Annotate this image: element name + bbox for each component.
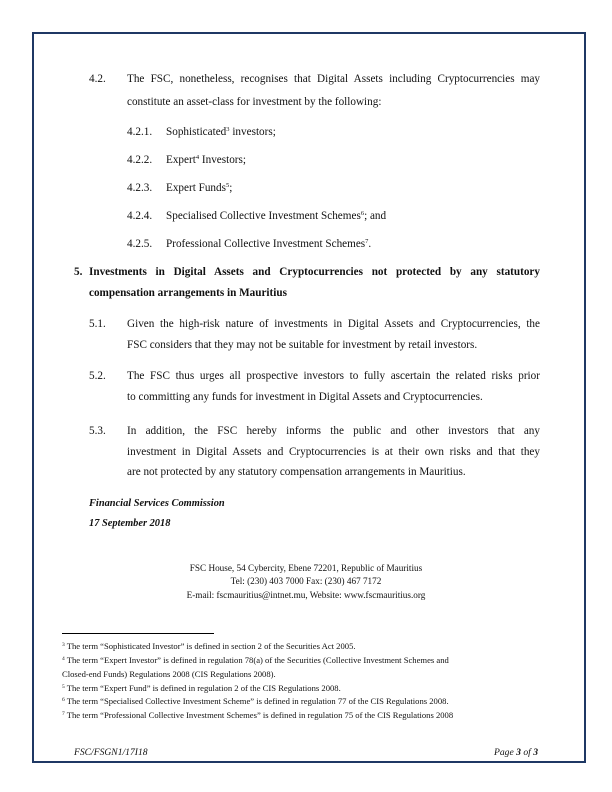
footnote-4-continued: Closed-end Funds) Regulations 2008 (CIS Regulations 2008). [62,669,276,679]
item-4-2-2-text: Expert$^4$ Investors; [166,154,246,166]
item-4-2-4-number: 4.2.4. [127,210,153,222]
section-5-number: 5. [74,266,83,278]
footnote-ref: 6 [360,210,365,217]
item-4-2-4-text: Specialised Collective Investment Schemes$^6$; and [166,210,387,222]
para-4-2-line-1: The FSC, nonetheless, recognises that Digital Assets including Cryptocurrencies may [127,73,540,85]
para-5-3-number: 5.3. [89,425,106,437]
section-5-heading-line-2: compensation arrangements in Mauritius [89,287,287,299]
item-4-2-5-text: Professional Collective Investment Schemes$^7$. [166,238,372,250]
section-5-heading-line-1: Investments in Digital Assets and Cryptocurrencies not protected by any statutory [89,266,540,278]
para-5-2-line-2: to committing any funds for investment in Digital Assets and Cryptocurrencies. [127,391,483,403]
para-4-2-line-2: constitute an asset-class for investment by the following: [127,96,382,108]
footer-page-number: Page 3 of 3 [494,747,538,758]
para-5-1-line-2: FSC considers that they may not be suitable for investment by retail investors. [127,339,478,351]
para-4-2-number: 4.2. [89,73,106,85]
item-4-2-3-text: Expert Funds$^5$; [166,182,233,194]
para-5-2-line-1: The FSC thus urges all prospective investors to fully ascertain the related risks prior [127,370,540,382]
footnote-ref: 3 [226,126,230,133]
footnote-ref: 4 [195,154,200,161]
signature-org: Financial Services Commission [89,498,225,509]
footnote-6: $^6$ The term “Specialised Collective Investment Scheme” is defined in regulation 77 of the CIS Regulations 2008. [62,696,449,706]
address-line-2: Tel: (230) 403 7000 Fax: (230) 467 7172 [230,576,382,586]
item-4-2-1-text: Sophisticated$^3$ investors; [166,126,276,138]
para-5-3-line-2: investment in Digital Assets and Cryptocurrencies is at their own risks and that they [127,446,540,458]
footnote-7: $^7$ The term “Professional Collective Investment Schemes” is defined in regulation 75 of the CIS Regulations 2008 [62,710,454,720]
footnote-3: $^3$ The term “Sophisticated Investor” is defined in section 2 of the Securities Act 2005. [62,641,356,651]
footnote-ref: 7 [365,238,369,245]
para-5-3-line-1: In addition, the FSC hereby informs the public and other investors that any [127,425,540,437]
para-5-2-number: 5.2. [89,370,106,382]
address-line-3: E-mail: fscmauritius@intnet.mu, Website: www.fscmauritius.org [186,590,426,600]
para-5-1-line-1: Given the high-risk nature of investments in Digital Assets and Cryptocurrencies, the [127,318,540,330]
footer-doc-ref: FSC/FSGN1/17I18 [74,747,148,758]
item-4-2-3-number: 4.2.3. [127,182,153,194]
address-line-1: FSC House, 54 Cybercity, Ebene 72201, Republic of Mauritius [189,563,423,573]
signature-date: 17 September 2018 [89,518,171,529]
item-4-2-2-number: 4.2.2. [127,154,153,166]
footnote-ref: 5 [225,182,230,189]
para-5-3-line-3: are not protected by any statutory compensation arrangements in Mauritius. [127,466,466,478]
item-4-2-1-number: 4.2.1. [127,126,153,138]
footnote-4: $^4$ The term “Expert Investor” is defined in regulation 78(a) of the Securities (Collective Investment Schemes and [62,655,449,665]
para-5-1-number: 5.1. [89,318,106,330]
footnote-separator [62,633,214,634]
item-4-2-5-number: 4.2.5. [127,238,153,250]
footnote-5: $^5$ The term “Expert Fund” is defined in regulation 2 of the CIS Regulations 2008. [62,683,341,693]
